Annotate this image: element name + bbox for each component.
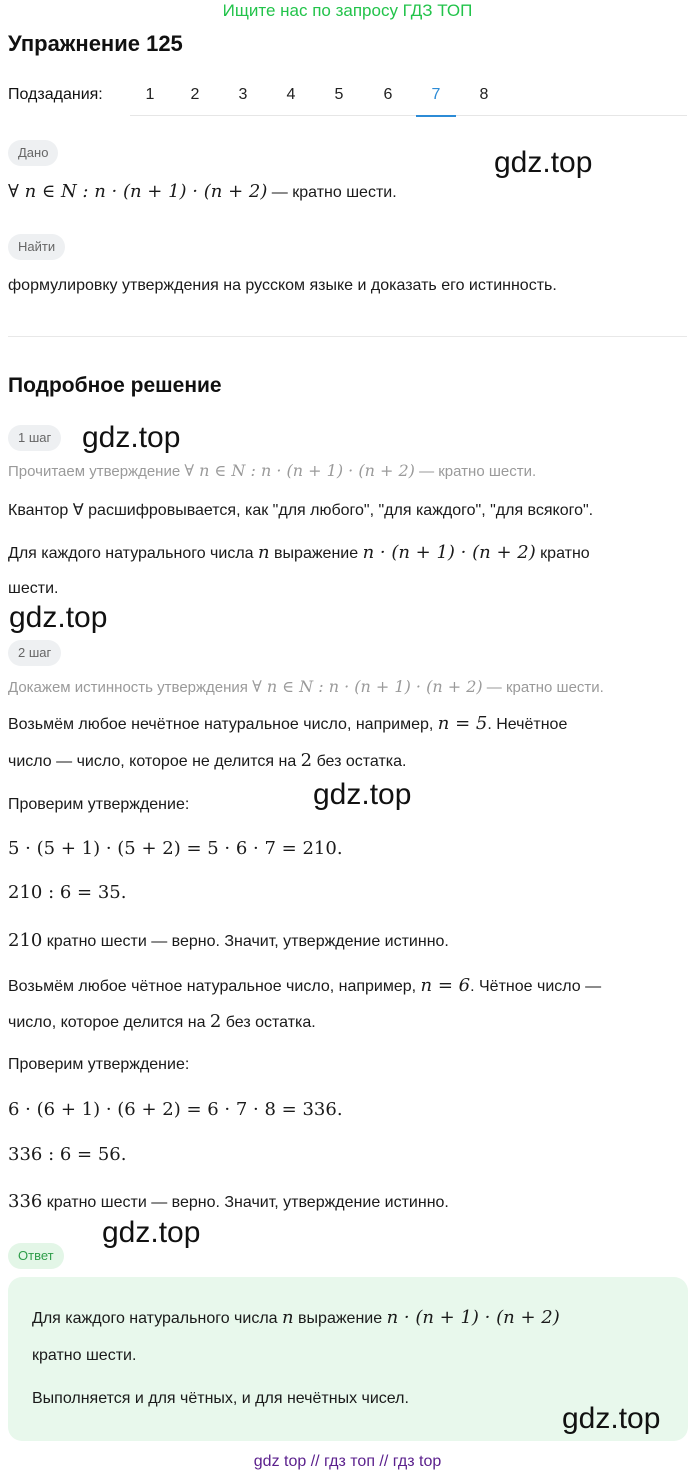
answer-line1 xyxy=(32,1307,560,1328)
answer-line3: Выполняется и для чётных, и для нечётных чисел. xyxy=(32,1390,409,1407)
given-text: — кратно шести. xyxy=(267,184,397,201)
odd-text-c: число — число, которое не делится на xyxy=(8,753,301,770)
result2-number: 336 xyxy=(8,1191,43,1212)
watermark: gdz.top xyxy=(494,146,593,179)
div1: 210 : 6 = 35. xyxy=(8,882,127,903)
result1-text: кратно шести — верно. Значит, утверждение истинно. xyxy=(42,933,449,950)
answer-n: n xyxy=(282,1307,294,1328)
tab-subtask-3[interactable]: 3 xyxy=(238,86,248,103)
subtasks-label: Подзадания: xyxy=(8,86,103,103)
calc2: 6 · (6 + 1) · (6 + 2) = 6 · 7 · 8 = 336. xyxy=(8,1099,343,1120)
step1-line2 xyxy=(8,542,590,563)
watermark: gdz.top xyxy=(102,1216,201,1249)
tab-subtask-2[interactable]: 2 xyxy=(190,86,200,103)
subtask-tabs xyxy=(130,70,687,116)
tab-subtask-6[interactable]: 6 xyxy=(383,86,393,103)
watermark: gdz.top xyxy=(82,421,181,454)
given-chip: Дано xyxy=(8,140,58,166)
watermark: gdz.top xyxy=(562,1402,661,1435)
step1-chip: 1 шаг xyxy=(8,425,61,451)
result2-text: кратно шести — верно. Значит, утверждение истинно. xyxy=(42,1194,449,1211)
div2: 336 : 6 = 56. xyxy=(8,1144,127,1165)
step2-intro-suffix: — кратно шести. xyxy=(482,679,604,696)
odd-text-b: . Нечётное xyxy=(487,716,568,733)
tab-subtask-7[interactable]: 7 xyxy=(416,70,456,116)
odd-text-a: Возьмём любое нечётное натуральное число, например, xyxy=(8,716,438,733)
step1-intro-prefix: Прочитаем утверждение xyxy=(8,463,185,480)
given-formula: ∀ n ∈ N : n · (n + 1) · (n + 2) xyxy=(8,181,268,202)
tab-subtask-4[interactable]: 4 xyxy=(286,86,296,103)
step1-line2-text-c: кратно xyxy=(535,545,590,562)
even-two: 2 xyxy=(209,1011,222,1032)
solution-title: Подробное решение xyxy=(8,374,222,397)
step1-line2-text-a: Для каждого натурального числа xyxy=(8,545,258,562)
even-text-c: число, которое делится на xyxy=(8,1014,210,1031)
odd-line2 xyxy=(8,750,407,771)
exercise-title: Упражнение 125 xyxy=(8,31,183,56)
find-chip: Найти xyxy=(8,234,65,260)
answer-formula: n · (n + 1) · (n + 2) xyxy=(386,1307,560,1328)
result2 xyxy=(8,1191,449,1212)
step2-intro-prefix: Докажем истинность утверждения xyxy=(8,679,253,696)
answer-text-b: выражение xyxy=(293,1310,387,1327)
odd-line1 xyxy=(8,713,567,734)
result1-number: 210 xyxy=(8,930,43,951)
step2-intro xyxy=(8,677,604,696)
answer-text-a: Для каждого натурального числа xyxy=(32,1310,282,1327)
watermark: gdz.top xyxy=(313,778,412,811)
even-text-b: . Чётное число — xyxy=(470,978,602,995)
even-text-d: без остатка. xyxy=(221,1014,316,1031)
step1-line1: Квантор ∀ расшифровывается, как "для любого", "для каждого", "для всякого". xyxy=(8,502,594,519)
search-banner: Ищите нас по запросу ГДЗ ТОП xyxy=(222,1,473,20)
odd-text-d: без остатка. xyxy=(312,753,407,770)
even-equation: n = 6 xyxy=(420,975,471,996)
step1-intro-suffix: — кратно шести. xyxy=(414,463,537,480)
even-line2 xyxy=(8,1011,316,1032)
divider xyxy=(8,336,687,337)
step2-chip: 2 шаг xyxy=(8,640,61,666)
tab-subtask-5[interactable]: 5 xyxy=(334,86,344,103)
check2-label: Проверим утверждение: xyxy=(8,1056,190,1073)
calc1: 5 · (5 + 1) · (5 + 2) = 5 · 6 · 7 = 210. xyxy=(8,838,343,859)
tab-subtask-8[interactable]: 8 xyxy=(479,86,489,103)
step1-line3: шести. xyxy=(8,580,59,597)
find-text: формулировку утверждения на русском языке и доказать его истинность. xyxy=(8,277,557,294)
even-text-a: Возьмём любое чётное натуральное число, например, xyxy=(8,978,421,995)
check1-label: Проверим утверждение: xyxy=(8,796,190,813)
watermark: gdz.top xyxy=(9,601,108,634)
answer-line2: кратно шести. xyxy=(32,1347,137,1364)
footer-links[interactable]: gdz top // гдз топ // гдз top xyxy=(253,1453,442,1470)
even-line1 xyxy=(8,975,601,996)
step1-intro xyxy=(8,461,536,480)
step2-intro-formula: ∀ n ∈ N : n · (n + 1) · (n + 2) xyxy=(252,677,483,696)
result1 xyxy=(8,930,449,951)
step1-line2-formula: n · (n + 1) · (n + 2) xyxy=(362,542,536,563)
step1-line2-text-b: выражение xyxy=(269,545,363,562)
odd-equation: n = 5 xyxy=(437,713,488,734)
answer-chip: Ответ xyxy=(8,1243,64,1269)
odd-two: 2 xyxy=(300,750,313,771)
step1-line2-n: n xyxy=(258,542,270,563)
tab-subtask-1[interactable]: 1 xyxy=(145,86,155,103)
step1-intro-formula: ∀ n ∈ N : n · (n + 1) · (n + 2) xyxy=(184,461,415,480)
given-statement xyxy=(8,181,397,202)
